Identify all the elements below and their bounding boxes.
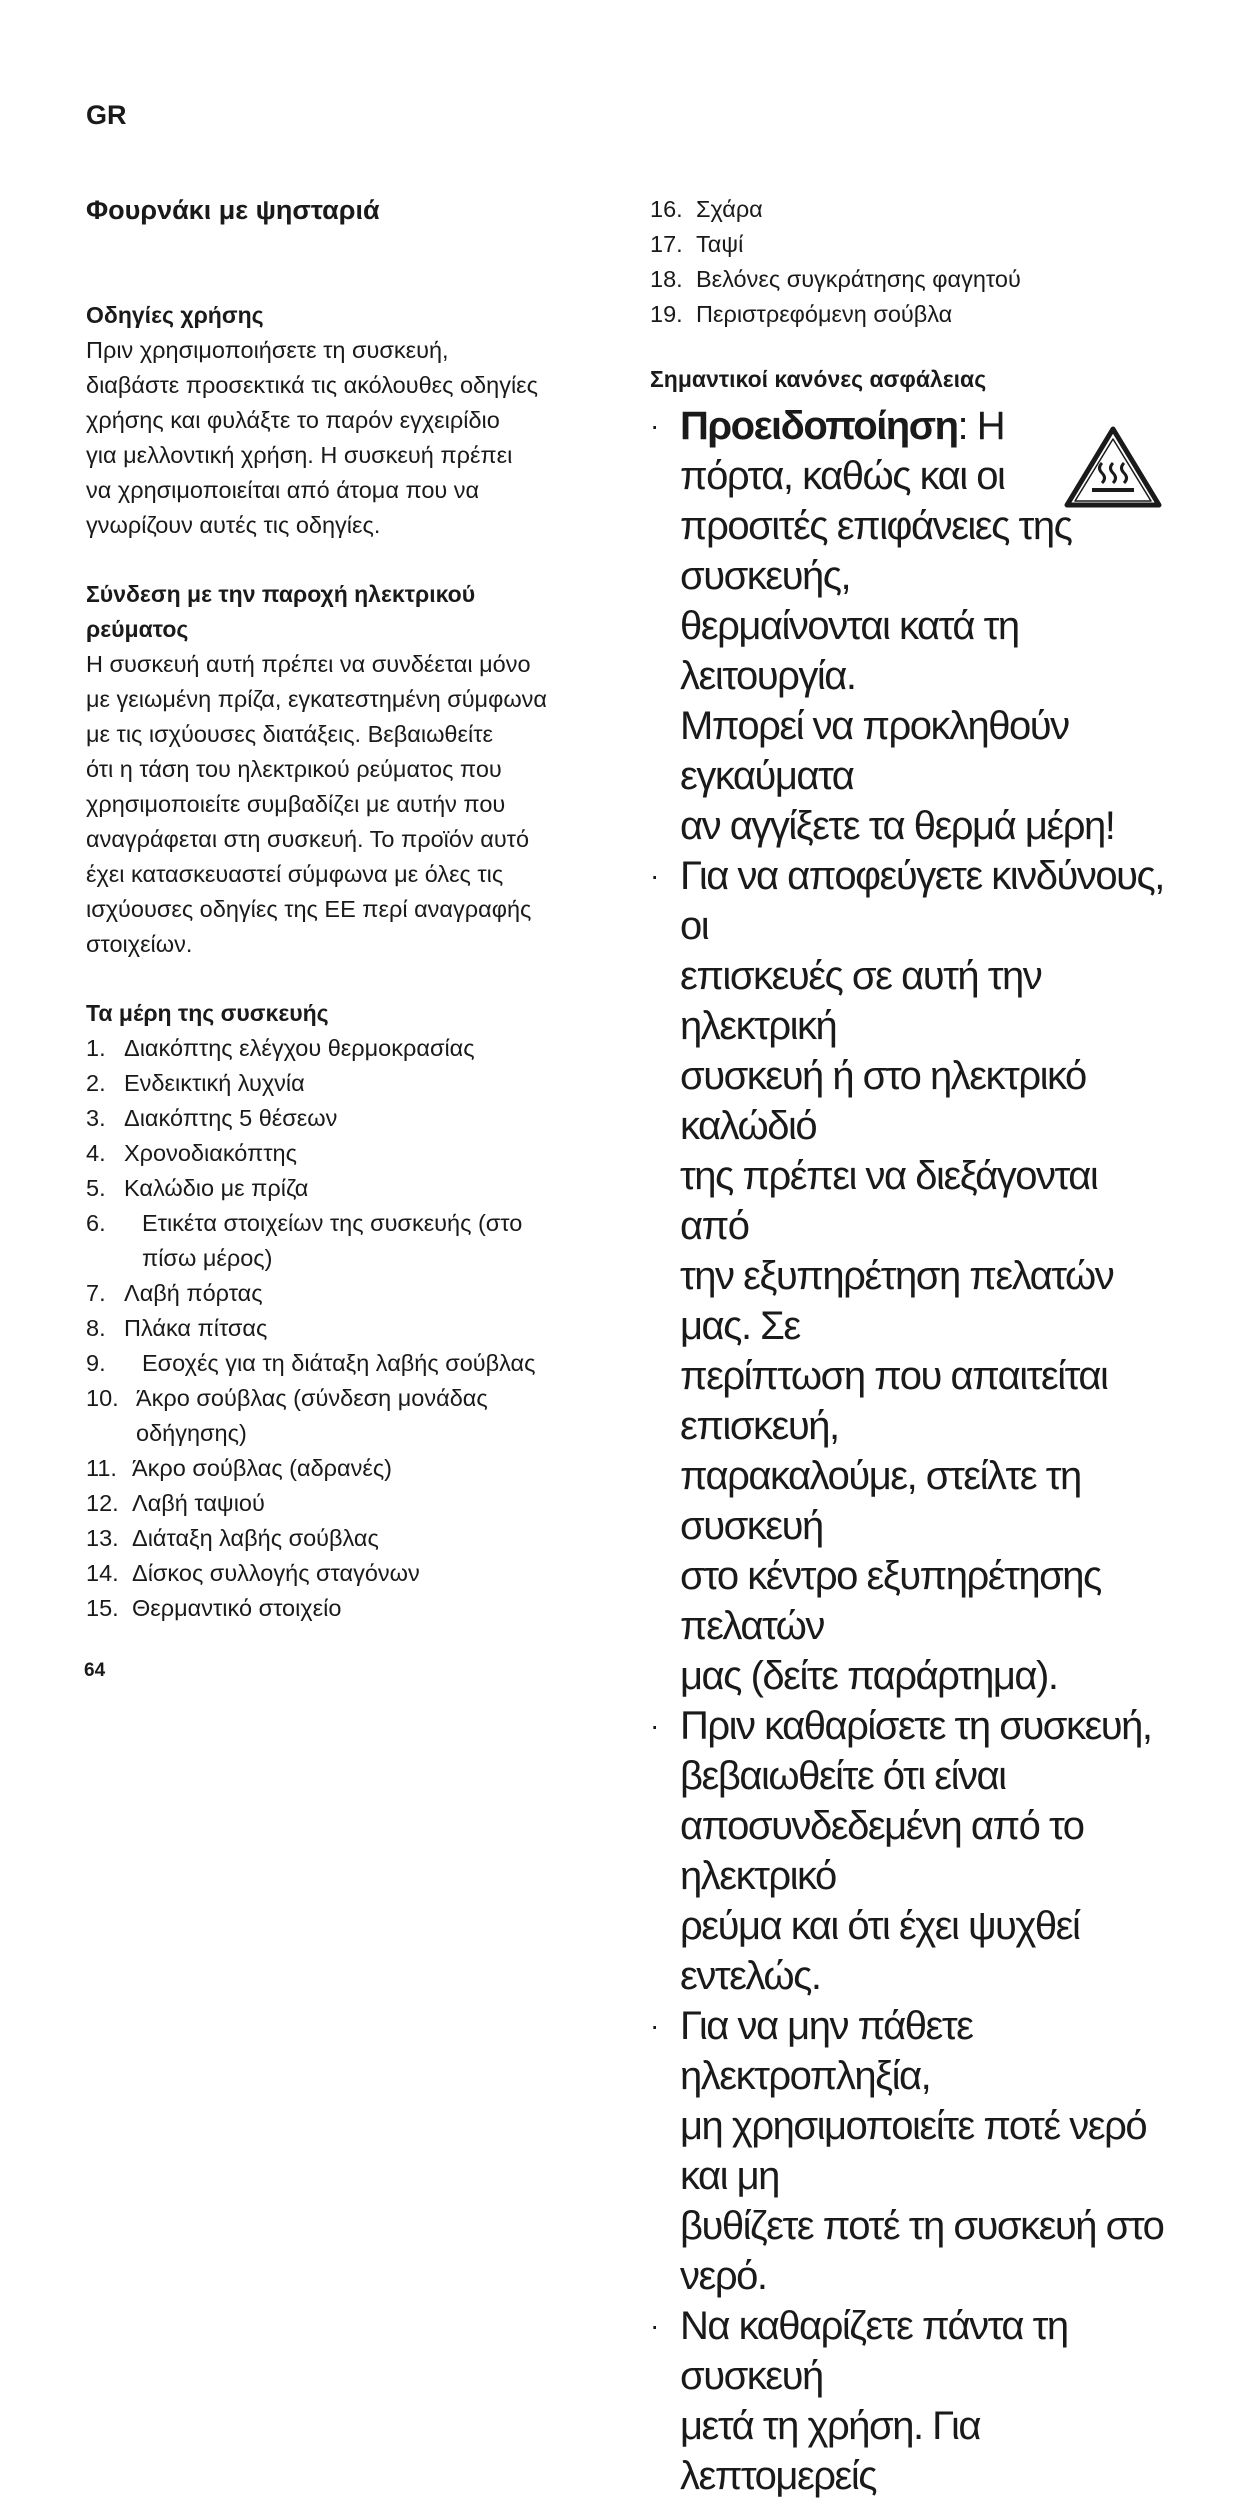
list-item: · Πριν καθαρίσετε τη συσκευή, βεβαιωθείτε ότι είναι αποσυνδεδεμένη από το ηλεκτρικό ρεύμα και ότι έχει ψυχθεί εντελώς. <box>650 1704 1152 1998</box>
warning-word: Προειδοποίηση <box>680 404 958 448</box>
list-item: · Για να μην πάθετε ηλεκτροπληξία, μη χρησιμοποιείτε ποτέ νερό και μη βυθίζετε ποτέ τη συσκευή στο νερό. <box>650 2004 1164 2298</box>
instructions-heading: Οδηγίες χρήσης <box>86 302 264 328</box>
list-item: · Να καθαρίζετε πάντα τη συσκευή μετά τη χρήση. Για λεπτομερείς <box>650 2304 1068 2498</box>
list-item: · Για να αποφεύγετε κινδύνους, οι επισκευές σε αυτή την ηλεκτρική συσκευή ή στο ηλεκτρικό καλώδιό της πρέπει να διεξάγονται από την εξυπηρέτηση πελατών μας. Σε περίπτωση που απαιτείται επισκευή, παρακαλούμε, στείλτε τη συσκευή στο κέντρο εξυπηρέτησης πελατών μας (δείτε παράρτημα). <box>650 854 1164 1698</box>
connection-section <box>86 577 626 962</box>
list-item: 18. Βελόνες συγκράτησης φαγητού <box>650 266 1021 292</box>
list-item: 3. Διακόπτης 5 θέσεων <box>86 1105 338 1131</box>
safety-heading: Σημαντικοί κανόνες ασφάλειας <box>650 366 987 392</box>
left-column <box>86 192 626 1626</box>
list-item: 16. Σχάρα <box>650 196 763 222</box>
page-number: 64 <box>84 1660 106 1681</box>
list-item: 14. Δίσκος συλλογής σταγόνων <box>86 1560 420 1586</box>
connection-text: Η συσκευή αυτή πρέπει να συνδέεται μόνο με γειωμένη πρίζα, εγκατεστημένη σύμφωνα με τις ισχύουσες διατάξεις. Βεβαιωθείτε ότι η τάση του ηλεκτρικού ρεύματος που χρησιμοποιείτε συμβαδίζει με αυτήν που αναγράφεται στη συσκευή. Το προϊόν αυτό έχει κατασκευαστεί σύμφωνα με όλες τις ισχύουσες οδηγίες της ΕΕ περί αναγραφής στοιχείων. <box>86 651 548 957</box>
list-item: 17. Ταψί <box>650 231 744 257</box>
list-item: 11. Άκρο σούβλας (αδρανές) <box>86 1455 393 1481</box>
list-item: 1. Διακόπτης ελέγχου θερμοκρασίας <box>86 1035 475 1061</box>
right-column <box>650 192 1170 2501</box>
hot-surface-warning-icon <box>1062 425 1164 511</box>
list-item: 4. Χρονοδιακόπτης <box>86 1140 297 1166</box>
list-item: 5. Καλώδιο με πρίζα <box>86 1175 309 1201</box>
list-item: 15. Θερμαντικό στοιχείο <box>86 1595 342 1621</box>
list-item: 7. Λαβή πόρτας <box>86 1280 263 1306</box>
language-code: GR <box>86 100 127 130</box>
parts-list <box>86 1031 626 1626</box>
list-item: 13. Διάταξη λαβής σούβλας <box>86 1525 379 1551</box>
list-item: 9. Εσοχές για τη διάταξη λαβής σούβλας <box>86 1350 536 1376</box>
list-item: 19. Περιστρεφόμενη σούβλα <box>650 301 953 327</box>
list-item: · Προειδοποίηση: Η πόρτα, καθώς και οι προσιτές επιφάνειες της συσκευής, θερμαίνονται κατά τη λειτουργία. Μπορεί να προκληθούν εγκαύματα αν αγγίξετε τα θερμά μέρη! <box>650 404 1115 848</box>
list-item: 10. Άκρο σούβλας (σύνδεση μονάδας οδήγησης) <box>86 1385 488 1446</box>
document-title: Φουρνάκι με ψησταριά <box>86 195 380 225</box>
connection-heading: Σύνδεση με την παροχή ηλεκτρικού ρεύματος <box>86 581 476 642</box>
instructions-text: Πριν χρησιμοποιήσετε τη συσκευή, διαβάστε προσεκτικά τις ακόλουθες οδηγίες χρήσης και φυλάξτε το παρόν εγχειρίδιο για μελλοντική χρήση. Η συσκευή πρέπει να χρησιμοποιείται από άτομα που να γνωρίζουν αυτές τις οδηγίες. <box>86 337 538 538</box>
parts-heading: Τα μέρη της συσκευής <box>86 1000 329 1026</box>
list-item: 6. Ετικέτα στοιχείων της συσκευής (στο πίσω μέρος) <box>86 1210 523 1271</box>
parts-section <box>86 996 626 1626</box>
list-item: 2. Ενδεικτική λυχνία <box>86 1070 305 1096</box>
safety-list <box>650 401 1170 2501</box>
instructions-section <box>86 298 626 543</box>
parts-list-continued <box>650 192 1170 332</box>
list-item: 12. Λαβή ταψιού <box>86 1490 265 1516</box>
list-item: 8. Πλάκα πίτσας <box>86 1315 268 1341</box>
